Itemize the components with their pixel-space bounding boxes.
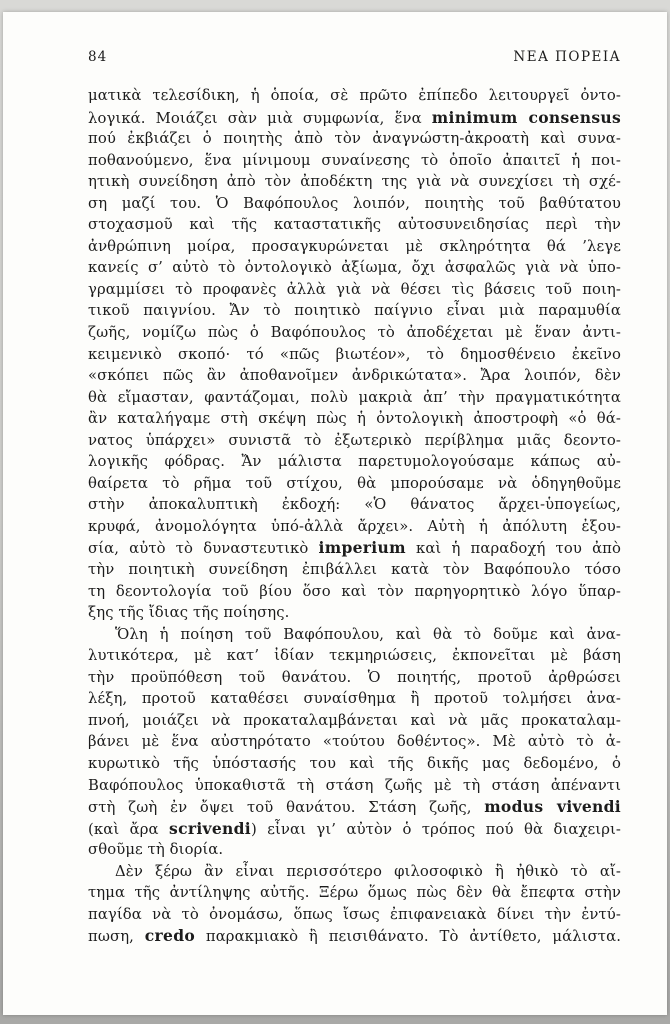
- greek-text: λογικῆς φόδρας. Ἄν μάλιστα παρετυμολογούσαμε κάπως αὐ-: [88, 453, 621, 471]
- text-line: [88, 300, 621, 322]
- text-line: [88, 731, 621, 753]
- greek-text: πωση,: [88, 928, 145, 946]
- greek-text: ξης τῆς ἴδιας τῆς ποίησης.: [88, 604, 290, 622]
- text-line: [88, 257, 621, 279]
- text-line: [88, 279, 621, 301]
- text-body: [88, 85, 621, 947]
- greek-text: τημα τῆς ἀντίληψης αὐτῆς. Ξέρω ὅμως πὼς δὲν θὰ ἔπεφτα στὴν: [88, 884, 621, 902]
- greek-text: παγίδα νὰ τὸ ὀνομάσω, ὅπως ἴσως ἐπιφανειακὰ δίνει τὴν ἐντύ-: [88, 905, 621, 923]
- greek-text: παρακμιακὸ ἢ πεισιθάνατο. Τὸ ἀντίθετο, μάλιστα.: [195, 928, 621, 946]
- greek-text: ἀνθρώπινη μοίρα, προσαγκυρώνεται μὲ σκληρότητα θά ’λεγε: [88, 237, 621, 255]
- text-line: [88, 904, 621, 926]
- latin-term: minimum consensus: [431, 107, 622, 127]
- text-line: [88, 451, 621, 473]
- text-line: [88, 839, 621, 861]
- text-line: [88, 882, 621, 904]
- text-line: [88, 624, 621, 646]
- header-title: ΝΕΑ ΠΟΡΕΙΑ: [513, 49, 621, 65]
- text-line: [88, 128, 621, 150]
- greek-text: σθοῦμε τὴ διορία.: [88, 841, 224, 859]
- text-line: [88, 602, 621, 624]
- text-line: [88, 322, 621, 344]
- text-line: [88, 214, 621, 236]
- greek-text: κυρωτικὸ τῆς ὑπόστασής του καὶ τῆς δικῆς μας δεδομένο, ὁ: [88, 754, 621, 772]
- text-line: [88, 775, 621, 797]
- greek-text: στὴν ἀποκαλυπτικὴ ἐκδοχή: «Ὁ θάνατος ἄρχει-ὑπογείως,: [88, 496, 621, 514]
- text-line: [88, 171, 621, 193]
- greek-text: «σκόπει πῶς ἂν ἀποθανοῖμεν ἀνδρικώτατα». Ἄρα λοιπόν, δὲν: [88, 367, 621, 385]
- book-page: [3, 12, 667, 1015]
- greek-text: κανείς σ’ αὐτὸ τὸ ὀντολογικὸ ἀξίωμα, ὄχι ἀσφαλῶς γιὰ νὰ ὑπο-: [88, 259, 621, 277]
- greek-text: νατος ὑπάρχει» συνιστᾶ τὸ ἐξωτερικὸ περίβλημα μιᾶς δεοντο-: [88, 431, 621, 449]
- text-line: [88, 645, 621, 667]
- text-line: [88, 559, 621, 581]
- text-line: [88, 537, 621, 559]
- greek-text: στὴ ζωὴ ἐν ὄψει τοῦ θανάτου. Στάση ζωῆς,: [88, 799, 485, 817]
- greek-text: θὰ εἴμασταν, φαντάζομαι, πολὺ μακριὰ ἀπ’ τὴν πραγματικότητα: [88, 388, 621, 406]
- greek-text: σία, αὐτὸ τὸ δυναστευτικὸ: [88, 540, 319, 558]
- greek-text: (καὶ ἄρα: [88, 820, 170, 838]
- text-line: [88, 365, 621, 387]
- text-line: [88, 387, 621, 409]
- greek-text: λυτικότερα, μὲ κατ’ ἰδίαν τεκμηριώσεις, ἐκπονεῖται μὲ βάση: [88, 647, 621, 665]
- text-line: [88, 494, 621, 516]
- greek-text: καὶ ἡ παραδοχή του ἀπὸ: [405, 540, 622, 558]
- greek-text: τὴν ποιητικὴ συνείδηση ἐπιβάλλει κατὰ τὸν Βαφόπουλο τόσο: [88, 561, 621, 579]
- greek-text: πού ἐκβιάζει ὁ ποιητὴς ἀπὸ τὸν ἀναγνώστη-ἀκροατὴ καὶ συνα-: [88, 130, 621, 148]
- greek-text: ζωῆς, νομίζω πὼς ὁ Βαφόπουλος τὸ ἀποδέχεται μὲ ἕναν ἀντι-: [88, 324, 621, 342]
- greek-text: τὴν προϋπόθεση τοῦ θανάτου. Ὁ ποιητής, προτοῦ ἀρθρώσει: [88, 668, 621, 686]
- greek-text: Δὲν ξέρω ἂν εἶναι περισσότερο φιλοσοφικὸ ἢ ἠθικὸ τὸ αἴ-: [115, 862, 621, 880]
- greek-text: ἂν καταλήγαμε στὴ σκέψη πὼς ἡ ὀντολογικὴ ἀποστροφὴ «ὁ θά-: [88, 410, 621, 428]
- running-head: [88, 49, 621, 67]
- text-line: [88, 236, 621, 258]
- latin-term: scrivendi: [169, 818, 251, 838]
- greek-text: πνοή, μοιάζει νὰ προκαταλαμβάνεται καὶ νὰ μᾶς προκαταλαμ-: [88, 711, 621, 729]
- latin-term: modus vivendi: [484, 797, 621, 817]
- latin-term: credo: [144, 926, 196, 946]
- greek-text: τικοῦ παιγνίου. Ἄν τὸ ποιητικὸ παίγνιο εἶναι μιὰ παραμυθία: [88, 302, 621, 320]
- greek-text: κειμενικὸ σκοπό· τό «πῶς βιωτέον», τὸ δημοσθένειο ἐκεῖνο: [88, 345, 621, 363]
- greek-text: λογικά. Μοιάζει σὰν μιὰ συμφωνία, ἕνα: [88, 109, 432, 127]
- text-line: [88, 710, 621, 732]
- greek-text: τη δεοντολογία τοῦ βίου ὅσο καὶ τὸν παρηγορητικὸ λόγο ὕπαρ-: [88, 582, 621, 600]
- text-line: [88, 344, 621, 366]
- text-line: [88, 408, 621, 430]
- text-line: [88, 688, 621, 710]
- text-line: [88, 150, 621, 172]
- text-line: [88, 430, 621, 452]
- page-number: 84: [88, 49, 108, 65]
- greek-text: γραμμίσει τὸ προφανὲς ἀλλὰ γιὰ νὰ θέσει τὶς βάσεις τοῦ ποιη-: [88, 280, 621, 298]
- text-line: [88, 753, 621, 775]
- greek-text: στοχασμοῦ καὶ τῆς καταστατικῆς αὐτοσυνειδησίας περὶ τὴν: [88, 216, 621, 234]
- text-line: [88, 818, 621, 840]
- text-line: [88, 193, 621, 215]
- text-line: [88, 796, 621, 818]
- greek-text: ητικὴ συνείδηση ἀπὸ τὸν ἀποδέκτη της γιὰ νὰ συνεχίσει τὴ σχέ-: [88, 173, 621, 191]
- greek-text: ποθανούμενο, ἕνα μίνιμουμ συναίνεσης τὸ ὁποῖο ἀπαιτεῖ ἡ ποι-: [88, 151, 621, 169]
- greek-text: ματικὰ τελεσίδικη, ἡ ὁποία, σὲ πρῶτο ἐπίπεδο λειτουργεῖ ὀντο-: [88, 87, 621, 104]
- text-line: [88, 861, 621, 883]
- greek-text: Βαφόπουλος ὑποκαθιστᾶ τὴ στάση ζωῆς μὲ τὴ στάση ἀπέναντι: [88, 776, 621, 794]
- text-line: [88, 667, 621, 689]
- greek-text: κρυφά, ἀνομολόγητα ὑπό-ἀλλὰ ἄρχει». Αὐτὴ ἡ ἀπόλυτη ἐξου-: [88, 517, 621, 535]
- greek-text: βάνει μὲ ἕνα αὐστηρότατο «τούτου δοθέντος». Μὲ αὐτὸ τὸ ἀ-: [88, 733, 621, 751]
- greek-text: Ὅλη ἡ ποίηση τοῦ Βαφόπουλου, καὶ θὰ τὸ δοῦμε καὶ ἀνα-: [115, 625, 621, 643]
- latin-term: imperium: [318, 538, 406, 558]
- greek-text: λέξη, προτοῦ καταθέσει συναίσθημα ἢ προτοῦ τολμήσει ἀνα-: [88, 690, 621, 708]
- greek-text: ) εἶναι γι’ αὐτὸν ὁ τρόπος πού θὰ διαχειρι-: [250, 820, 622, 838]
- greek-text: θαίρετα τὸ ρῆμα τοῦ στίχου, θὰ μπορούσαμε νὰ ὁδηγηθοῦμε: [88, 474, 621, 492]
- text-line: [88, 107, 621, 129]
- text-line: [88, 581, 621, 603]
- text-line: [88, 85, 621, 107]
- text-line: [88, 516, 621, 538]
- text-line: [88, 925, 621, 947]
- greek-text: ση μαζί του. Ὁ Βαφόπουλος λοιπόν, ποιητὴς τοῦ βαθύτατου: [88, 194, 621, 212]
- text-line: [88, 473, 621, 495]
